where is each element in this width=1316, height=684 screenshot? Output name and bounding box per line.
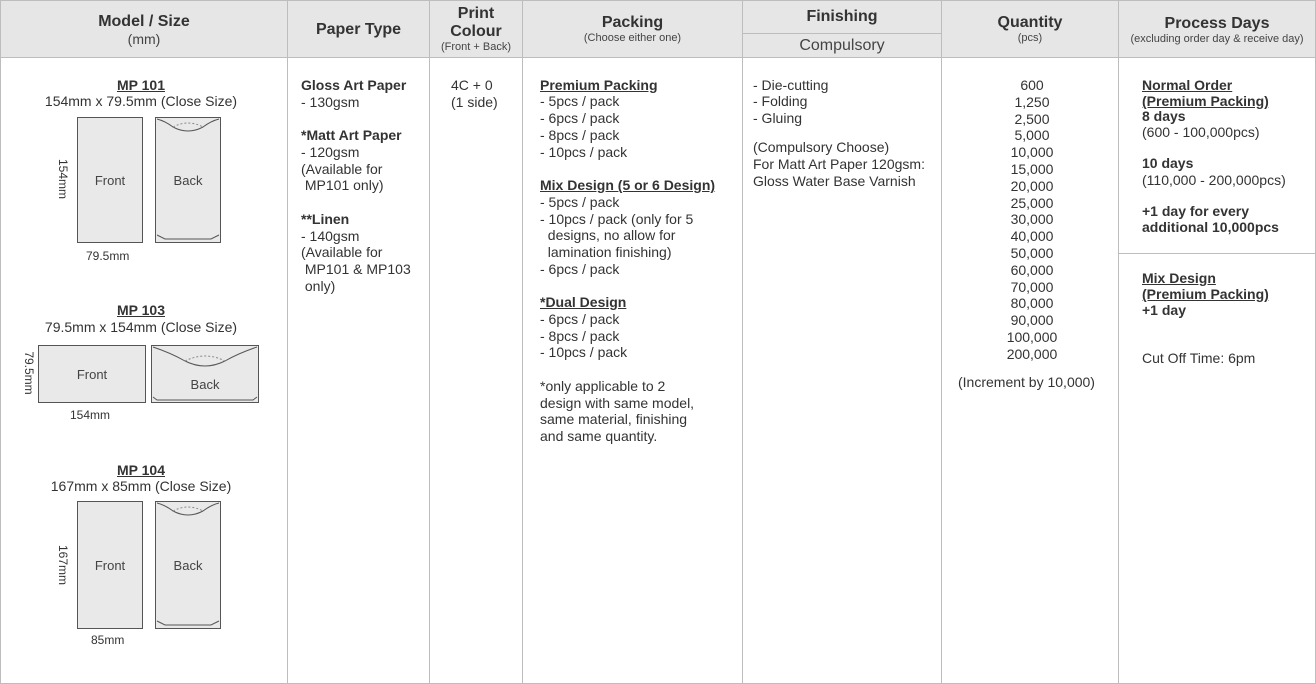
envelope-front-label: Front <box>76 367 108 382</box>
envelope-front-label: Front <box>94 558 126 573</box>
header-process-days <box>1119 1 1315 58</box>
column-divider <box>429 0 430 684</box>
packing-option: designs, no allow for <box>540 227 676 243</box>
quantity-value: 70,000 <box>1010 278 1054 295</box>
quantity-value: 15,000 <box>1010 161 1054 177</box>
packing-premium-title: Premium Packing <box>540 77 658 93</box>
model-name: MP 101 <box>117 77 165 93</box>
header-process-title: Process Days <box>1164 14 1270 32</box>
finishing-item: - Gluing <box>753 110 803 126</box>
header-quantity <box>942 1 1118 58</box>
column-divider <box>742 0 743 684</box>
header-paper-title: Paper Type <box>315 20 402 38</box>
finishing-note: Gloss Water Base Varnish <box>753 173 916 189</box>
header-quantity-title: Quantity <box>997 14 1063 31</box>
packing-option: - 10pcs / pack (only for 5 <box>540 211 694 227</box>
quantity-value: 5,000 <box>1014 127 1050 144</box>
quantity-value: 40,000 <box>1010 228 1054 245</box>
packing-option: - 6pcs / pack <box>540 261 620 277</box>
paper-type-detail: (Available for <box>301 244 383 260</box>
header-finishing <box>743 1 941 33</box>
packing-note: design with same model, <box>540 395 695 411</box>
envelope-back-flap-icon <box>151 345 259 403</box>
header-model-size <box>1 1 287 58</box>
envelope-front-label: Front <box>94 173 126 188</box>
finishing-note: For Matt Art Paper 120gsm: <box>753 156 925 172</box>
quantity-value: 60,000 <box>1010 261 1054 278</box>
header-print-title1: Print <box>457 5 495 22</box>
finishing-item: - Die-cutting <box>753 77 829 93</box>
header-print-colour <box>430 1 522 58</box>
paper-type-name: **Linen <box>301 211 350 227</box>
process-section-divider <box>1118 253 1315 254</box>
header-print-sub: (Front + Back) <box>441 41 511 53</box>
quantity-note: (Increment by 10,000) <box>958 374 1095 390</box>
quantity-value: 1,250 <box>1014 93 1050 110</box>
model-size: 167mm x 85mm (Close Size) <box>50 478 232 494</box>
paper-type-detail: MP101 only) <box>301 177 384 193</box>
packing-dual-title: *Dual Design <box>540 294 627 310</box>
process-normal-subtitle: (Premium Packing) <box>1142 93 1269 109</box>
header-model-title: Model / Size <box>98 12 190 30</box>
quantity-value: 200,000 <box>1006 345 1058 362</box>
packing-option: - 6pcs / pack <box>540 110 620 126</box>
quantity-value: 600 <box>1020 77 1044 93</box>
packing-option: - 10pcs / pack <box>540 344 628 360</box>
process-extra-days: additional 10,000pcs <box>1142 219 1279 235</box>
header-model-sub: (mm) <box>127 30 161 47</box>
process-quantity-range: (600 - 100,000pcs) <box>1142 124 1260 140</box>
model-name: MP 104 <box>117 462 165 478</box>
packing-mix-title: Mix Design (5 or 6 Design) <box>540 177 716 193</box>
envelope-back-label: Back <box>190 377 220 392</box>
dimension-width-label: 154mm <box>70 408 111 422</box>
paper-type-detail: (Available for <box>301 161 383 177</box>
paper-type-detail: - 120gsm <box>301 144 360 160</box>
header-process-sub: (excluding order day & receive day) <box>1130 32 1304 45</box>
quantity-value: 20,000 <box>1010 177 1054 194</box>
header-finishing-title: Finishing <box>806 8 878 25</box>
header-finishing-compulsory <box>743 34 941 58</box>
quantity-value: 25,000 <box>1010 194 1054 211</box>
paper-type-detail: only) <box>301 278 336 294</box>
process-mix-title: Mix Design <box>1142 270 1216 286</box>
finishing-item: - Folding <box>753 93 808 109</box>
packing-option: - 6pcs / pack <box>540 311 620 327</box>
envelope-back-label: Back <box>173 558 203 573</box>
process-days-value: 8 days <box>1142 108 1186 124</box>
header-packing-title: Packing <box>601 14 664 31</box>
packing-option: - 5pcs / pack <box>540 93 620 109</box>
quantity-value: 30,000 <box>1010 211 1054 228</box>
quantity-value: 80,000 <box>1010 295 1054 312</box>
envelope-back-label: Back <box>173 173 203 188</box>
quantity-value: 2,500 <box>1014 110 1050 127</box>
packing-note: *only applicable to 2 <box>540 378 666 394</box>
header-finishing-sub: Compulsory <box>799 37 885 54</box>
dimension-height-label: 167mm <box>56 544 70 585</box>
packing-option: - 8pcs / pack <box>540 127 620 143</box>
paper-type-name: *Matt Art Paper <box>301 127 402 143</box>
dimension-height-label: 154mm <box>56 158 70 199</box>
process-cutoff-time: Cut Off Time: 6pm <box>1142 350 1256 366</box>
print-colour-sides: (1 side) <box>451 94 498 110</box>
quantity-value: 90,000 <box>1010 312 1054 329</box>
finishing-note: (Compulsory Choose) <box>753 139 890 155</box>
column-divider <box>522 0 523 684</box>
process-mix-days: +1 day <box>1142 302 1186 318</box>
paper-type-detail: - 130gsm <box>301 94 360 110</box>
paper-type-detail: - 140gsm <box>301 228 360 244</box>
column-divider <box>287 0 288 684</box>
packing-option: - 8pcs / pack <box>540 328 620 344</box>
quantity-value: 100,000 <box>1006 329 1058 345</box>
packing-note: same material, finishing <box>540 411 688 427</box>
process-mix-subtitle: (Premium Packing) <box>1142 286 1269 302</box>
packing-note: and same quantity. <box>540 428 658 444</box>
header-packing-sub: (Choose either one) <box>583 32 682 44</box>
process-extra-days: +1 day for every <box>1142 203 1250 219</box>
process-normal-title: Normal Order <box>1142 77 1233 93</box>
packing-option: - 10pcs / pack <box>540 144 628 160</box>
print-colour-value: 4C + 0 <box>451 77 493 93</box>
model-name: MP 103 <box>117 302 165 318</box>
header-quantity-sub: (pcs) <box>1017 32 1043 44</box>
model-size: 154mm x 79.5mm (Close Size) <box>44 93 238 109</box>
quantity-value: 10,000 <box>1010 144 1054 161</box>
dimension-height-label: 79.5mm <box>22 351 36 395</box>
packing-option: lamination finishing) <box>540 244 672 260</box>
paper-type-detail: MP101 & MP103 <box>301 261 411 277</box>
quantity-value: 50,000 <box>1010 245 1054 261</box>
packing-option: - 5pcs / pack <box>540 194 620 210</box>
process-days-value: 10 days <box>1142 155 1194 171</box>
dimension-width-label: 85mm <box>91 633 125 647</box>
dimension-width-label: 79.5mm <box>86 249 130 263</box>
paper-type-name: Gloss Art Paper <box>301 77 407 93</box>
header-packing <box>523 1 742 58</box>
header-print-title2: Colour <box>450 23 502 40</box>
model-size: 79.5mm x 154mm (Close Size) <box>44 319 238 335</box>
header-paper-type <box>288 1 429 58</box>
process-quantity-range: (110,000 - 200,000pcs) <box>1142 172 1286 188</box>
